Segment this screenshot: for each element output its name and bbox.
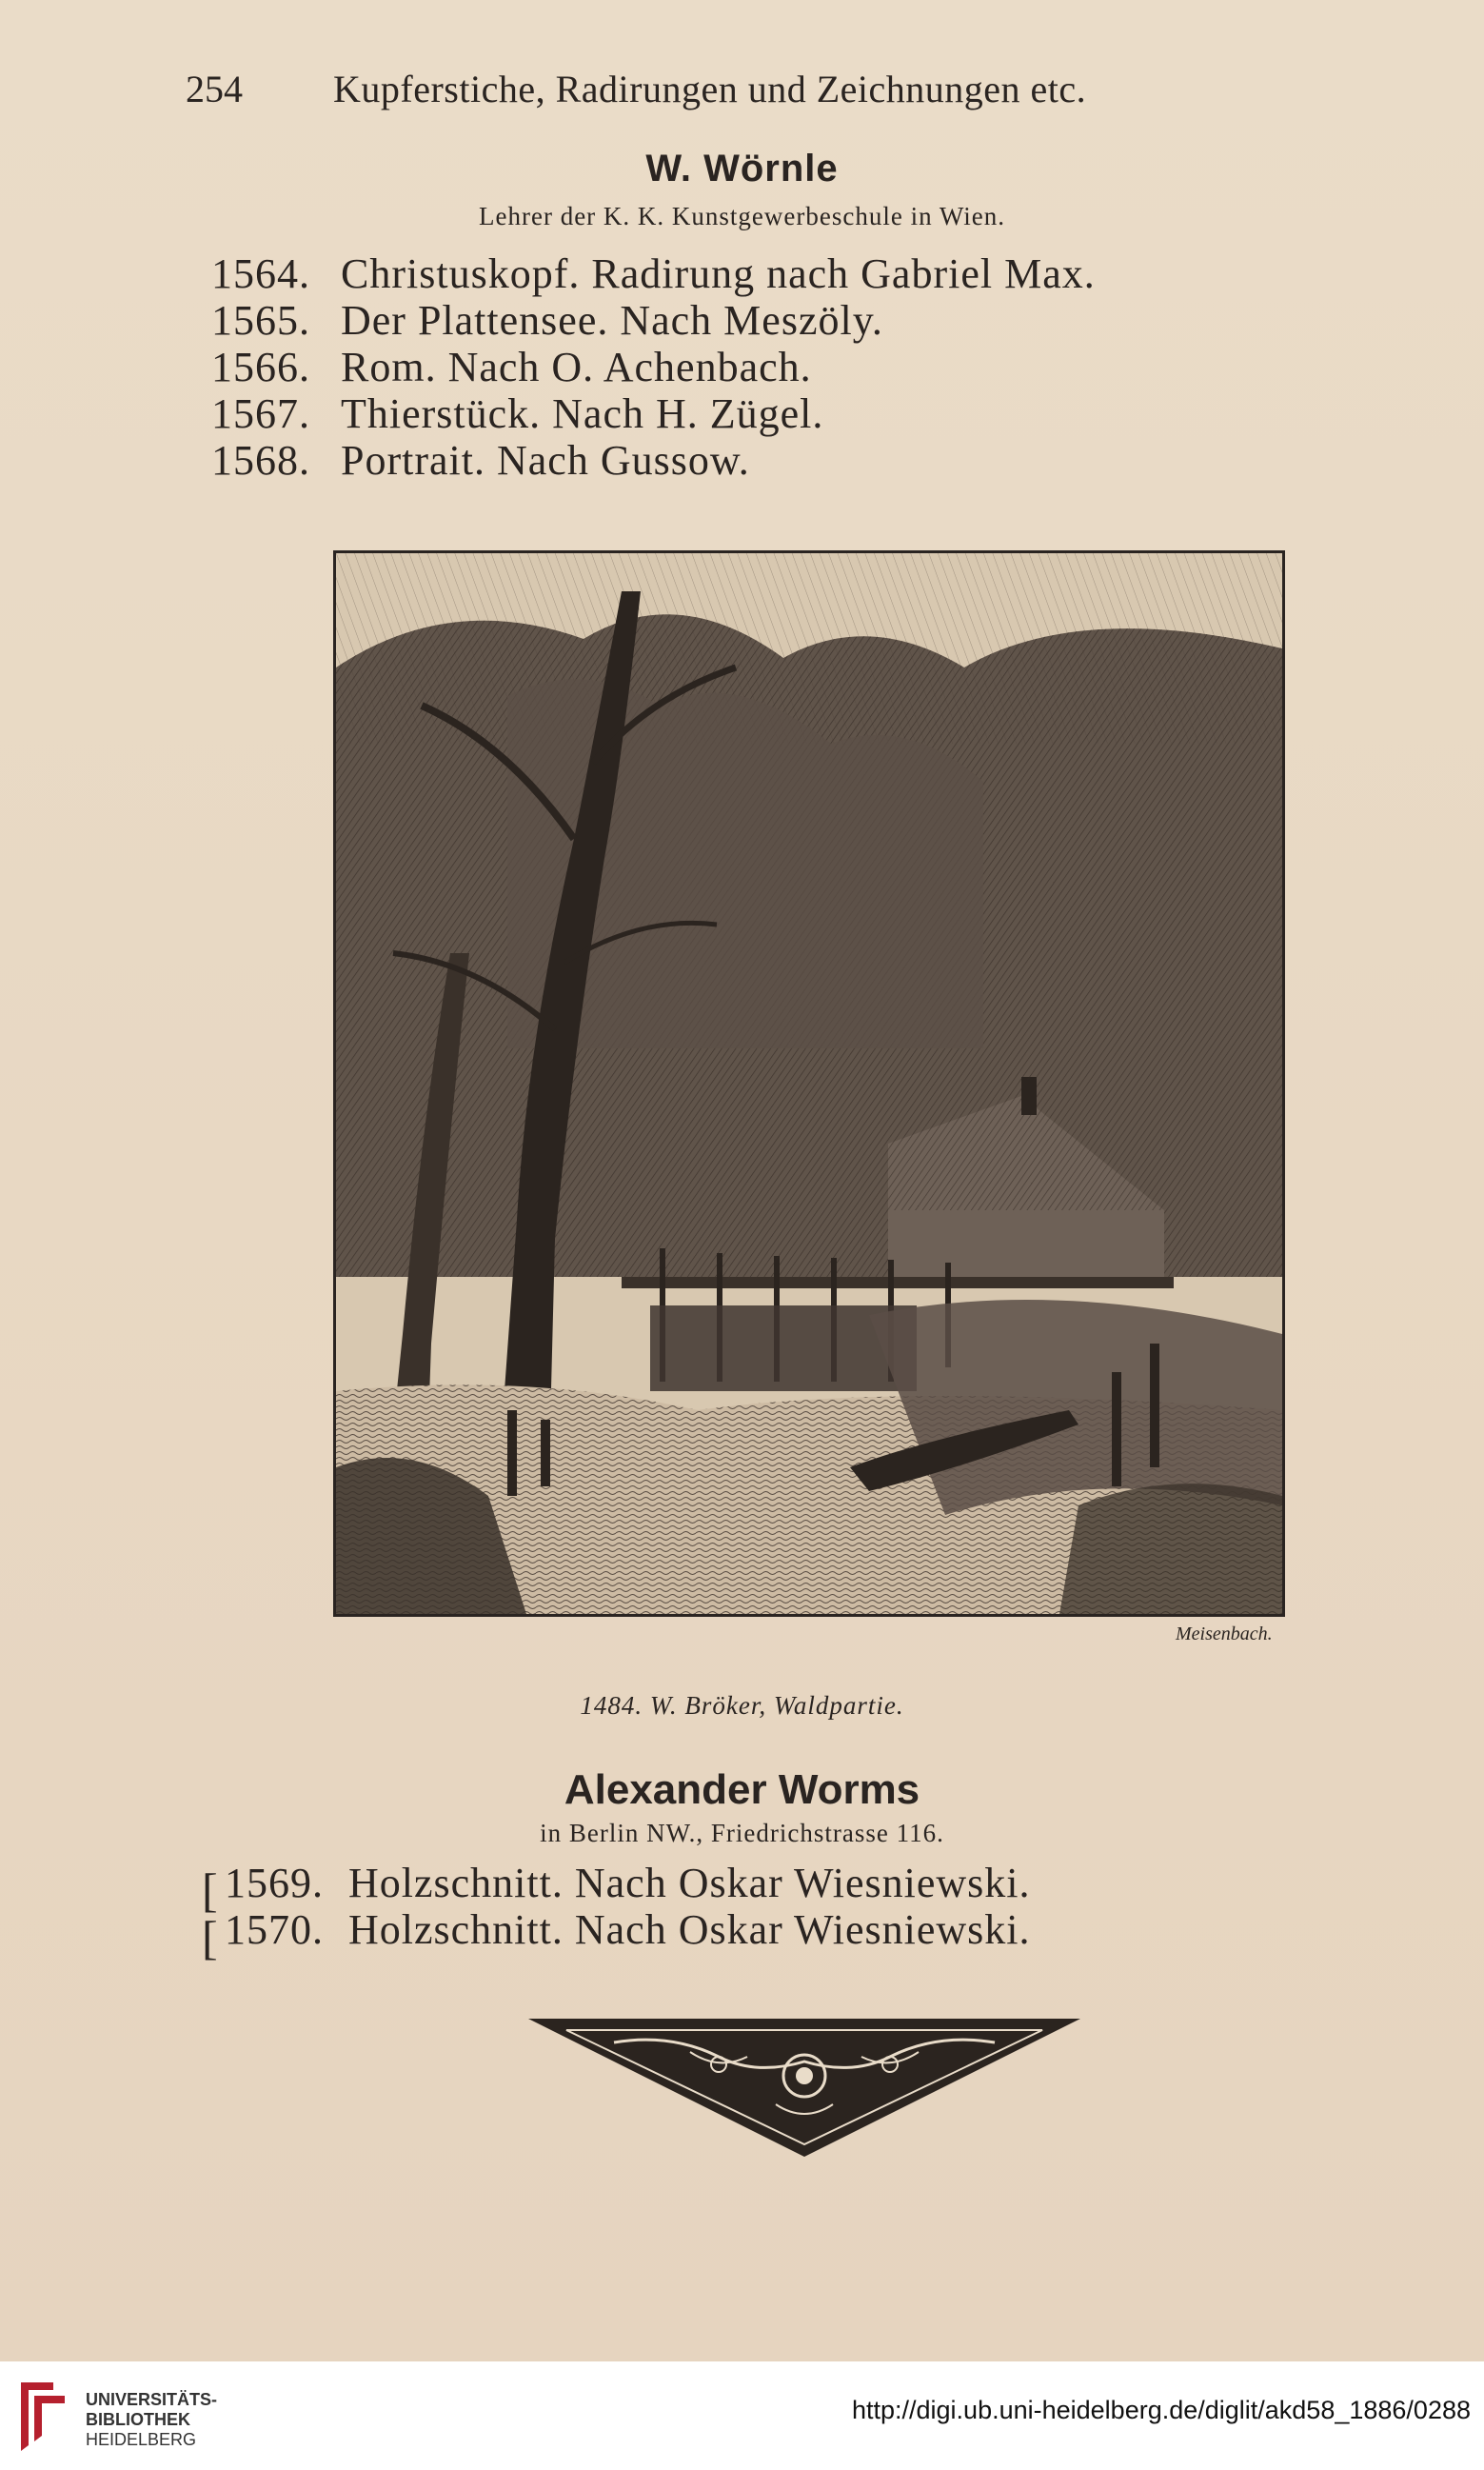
entry-number: 1564. [211,250,310,297]
entry-text: Rom. Nach O. Achenbach. [341,344,812,390]
decorative-vignette [528,2019,1080,2157]
entry-number: 1569. [225,1860,324,1906]
bracket-mark: [ [ [202,1863,218,1964]
entry-number: 1565. [211,297,310,344]
catalog-entry [225,1905,1031,1954]
page-number: 254 [186,68,243,110]
catalog-entry [211,249,1096,298]
entry-number: 1567. [211,390,310,437]
university-library-logo [15,2379,70,2455]
entry-text: Thierstück. Nach H. Zügel. [341,390,824,437]
entry-text: Holzschnitt. Nach Oskar Wiesniewski. [348,1860,1031,1906]
artist-subtitle-worms: in Berlin NW., Friedrichstrasse 116. [540,1819,944,1847]
entry-number: 1568. [211,437,310,484]
permalink-url[interactable]: http://digi.ub.uni-heidelberg.de/diglit/akd58_1886/0288 [851,2396,1471,2424]
catalog-entry [211,296,883,345]
engraver-signature: Meisenbach. [1176,1623,1273,1644]
artist-subtitle-woernle: Lehrer der K. K. Kunstgewerbeschule in Wien. [479,202,1005,230]
figure-caption: 1484. W. Bröker, Waldpartie. [580,1691,904,1720]
library-name [86,2390,217,2450]
entry-number: 1570. [225,1906,324,1953]
library-footer [0,2361,1484,2470]
running-title: Kupferstiche, Radirungen und Zeichnungen etc. [333,68,1087,110]
entry-text: Holzschnitt. Nach Oskar Wiesniewski. [348,1906,1031,1953]
artist-heading-woernle: W. Wörnle [645,148,839,189]
catalog-entry [225,1859,1031,1907]
artist-heading-worms: Alexander Worms [564,1766,920,1813]
library-name-line: BIBLIOTHEK [86,2410,190,2429]
engraving-illustration [336,553,1282,1614]
catalog-entry [211,436,750,485]
entry-number: 1566. [211,344,310,390]
entry-text: Portrait. Nach Gussow. [341,437,750,484]
entry-text: Christuskopf. Radirung nach Gabriel Max. [341,250,1096,297]
entry-text: Der Plattensee. Nach Meszöly. [341,297,883,344]
vignette-ornament-icon [528,2019,1080,2157]
library-logo-icon [15,2379,70,2455]
engraving-waldpartie [333,550,1285,1617]
catalog-entry [211,343,812,391]
catalog-entry [211,389,823,438]
library-name-line: HEIDELBERG [86,2430,197,2449]
library-name-line: UNIVERSITÄTS- [86,2390,218,2409]
